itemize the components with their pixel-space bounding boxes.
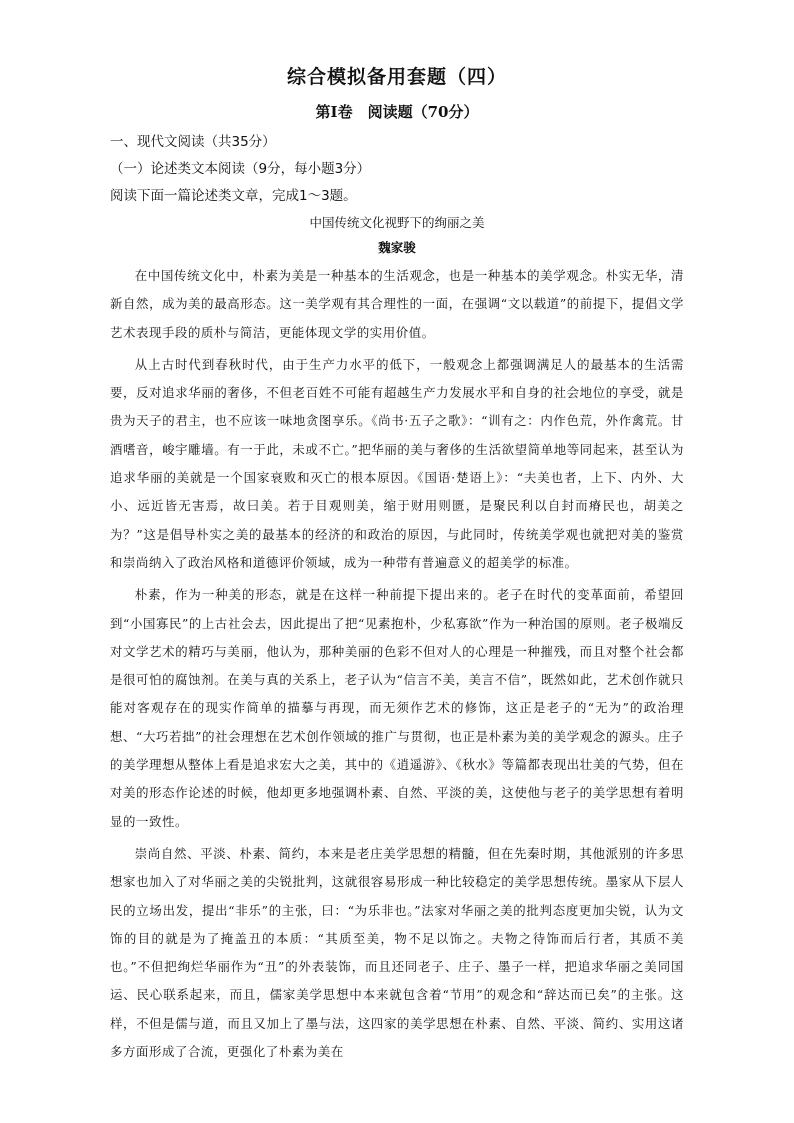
paragraph: 朴素，作为一种美的形态，就是在这样一种前提下提出来的。老子在时代的变革面前，希望回到“小国寡民”的上古社会去，因此提出了把“见素抱朴，少私寡欲”作为一种治国的原则。老子极端反对文学艺术的精巧与美丽，他认为，那种美丽的色彩不但对人的心理是一种摧残，而且对整个社会都是很可怕的腐蚀剂。在美与真的关系上，老子认为“信言不美，美言不信”，既然如此，艺术创作就只能对客观存在的现实作简单的描摹与再现，而无须作艺术的修饰，这正是老子的“无为”的政治理想、“大巧若拙”的社会理想在艺术创作领域的推广与贯彻，也正是朴素为美的美学观念的源头。庄子的美学理想从整体上看是追求宏大之美，其中的《逍遥游》、《秋水》等篇都表现出壮美的气势，但在对美的形态作论述的时候，他却更多地强调朴素、自然、平淡的美，这使他与老子的美学思想有着明显的一致性。 [110,587,684,829]
article-author: 魏家骏 [378,240,416,255]
paragraph: 崇尚自然、平淡、朴素、简约，本来是老庄美学思想的精髓，但在先秦时期，其他派别的许多思想家也加入了对华丽之美的尖锐批判，这就很容易形成一种比较稳定的美学思想传统。墨家从下层人民的立场出发，提出“非乐”的主张，曰：“为乐非也。”法家对华丽之美的批判态度更加尖锐，认为文饰的目的就是为了掩盖丑的本质：“其质至美，物不足以饰之。夫物之待饰而后行者，其质不美也。”不但把绚烂华丽作为“丑”的外表装饰，而且还同老子、庄子、墨子一样，把追求华丽之美同国运、民心联系起来，而且，儒家美学思想中本来就包含着“节用”的观念和“辞达而已矣”的主张。这样，不但是儒与道，而且又加上了墨与法，这四家的美学思想在朴素、自然、平淡、简约、实用这诸多方面形成了合流，更强化了朴素为美在 [110,845,684,1060]
exam-title: 综合模拟备用套题（四） [286,66,507,88]
section-heading: 一、现代文阅读（共35分） [110,134,276,150]
exam-subtitle: 第Ⅰ卷 阅读题（70分） [315,103,479,121]
article-title: 中国传统文化视野下的绚丽之美 [309,215,485,230]
instruction-text: 阅读下面一篇论述类文章，完成1～3题。 [110,188,357,204]
article-body [110,262,684,1070]
subsection-heading: （一）论述类文本阅读（9分，每小题3分） [110,161,371,177]
paragraph: 从上古时代到春秋时代，由于生产力水平的低下，一般观念上都强调满足人的最基本的生活需要，反对追求华丽的奢侈，不但老百姓不可能有超越生产力发展水平和自身的社会地位的享受，就是贵为天子的君主，也不应该一味地贪图享乐。《尚书·五子之歌》：“训有之：内作色荒，外作禽荒。甘酒嗜音，峻宇雕墙。有一于此，未或不亡。”把华丽的美与奢侈的生活欲望简单地等同起来，甚至认为追求华丽的美就是一个国家衰败和灭亡的根本原因。《国语·楚语上》：“夫美也者，上下、内外、大小、远近皆无害焉，故曰美。若于目观则美，缩于财用则匮，是聚民利以自封而瘠民也，胡美之为？”这是倡导朴实之美的最基本的经济的和政治的原因，与此同时，传统美学观也就把对美的鉴赏和崇尚纳入了政治风格和道德评价领域，成为一种带有普遍意义的超美学的标准。 [110,356,684,570]
paragraph: 在中国传统文化中，朴素为美是一种基本的生活观念，也是一种基本的美学观念。朴实无华，清新自然，成为美的最高形态。这一美学观有其合理性的一面，在强调“文以载道”的前提下，提倡文学艺术表现手段的质朴与简洁，更能体现文学的实用价值。 [110,268,684,340]
